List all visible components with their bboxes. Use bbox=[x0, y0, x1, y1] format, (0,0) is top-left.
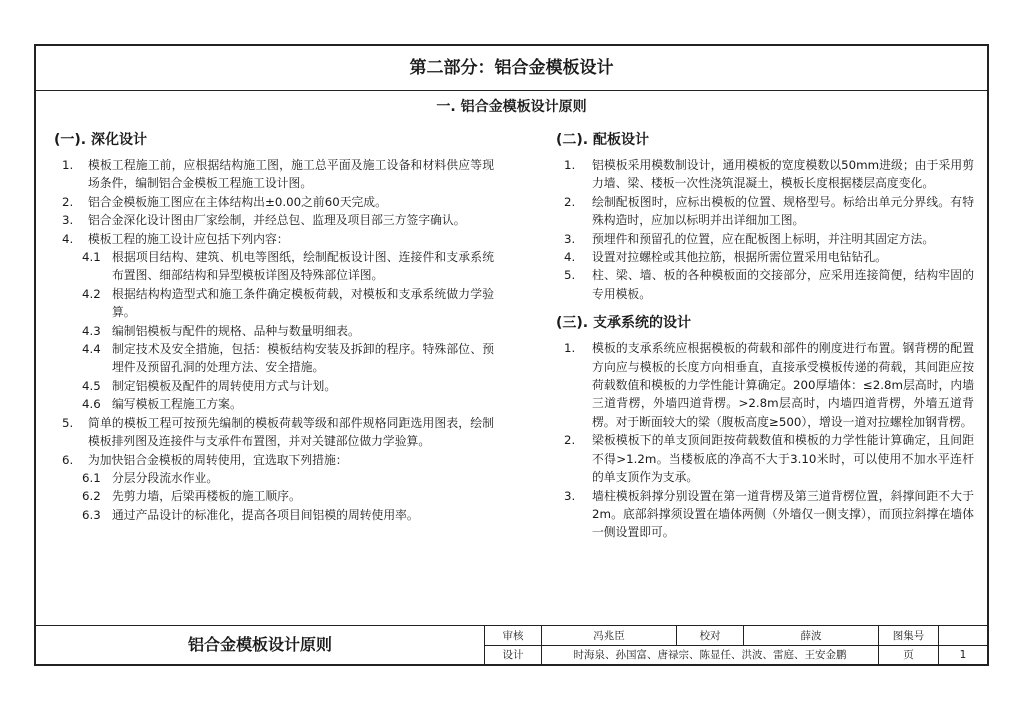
item-text: 根据结构构造型式和施工条件确定模板荷载，对模板和支承系统做力学验算。 bbox=[112, 286, 494, 320]
item-number: 4. bbox=[564, 250, 576, 265]
item-text: 编写模板工程施工方案。 bbox=[112, 397, 242, 412]
sub-list-item bbox=[54, 248, 494, 285]
check-name: 薛波 bbox=[744, 626, 879, 645]
list-item bbox=[556, 487, 974, 542]
item-number: 3. bbox=[564, 231, 576, 246]
item-text: 铝合金深化设计图由厂家绘制，并经总包、监理及项目部三方签字确认。 bbox=[88, 213, 466, 228]
sub-list-item bbox=[54, 322, 494, 340]
sub-list-item bbox=[54, 487, 494, 505]
item-number: 4.4 bbox=[82, 342, 101, 357]
design-label: 设计 bbox=[485, 645, 542, 664]
list-item bbox=[54, 156, 494, 193]
item-number: 3. bbox=[62, 213, 74, 228]
sub-list-item bbox=[54, 340, 494, 377]
item-number: 5. bbox=[564, 268, 576, 283]
list-item bbox=[556, 339, 974, 431]
item-text: 先剪力墙，后梁再楼板的施工顺序。 bbox=[112, 489, 301, 504]
review-label: 审核 bbox=[485, 626, 542, 645]
sub-list-item bbox=[54, 469, 494, 487]
list-item bbox=[54, 211, 494, 229]
item-text: 模板的支承系统应根据模板的荷载和部件的刚度进行布置。钢背楞的配置方向应与模板的长度方向相垂直，直接承受模板传递的荷载，其间距应按荷载数值和模板的力学性能计算确定。200厚墙体：≤2.8m层高时，内墙三道背楞，外墙四道背楞。>2.8m层高时，内墙四道背楞，外墙五道背楞。对于断面较大的梁（腹板高度≥500），增设一道对拉螺栓加钢背楞。 bbox=[592, 341, 974, 429]
item-text: 模板工程的施工设计应包括下列内容： bbox=[88, 231, 289, 246]
item-number: 6.1 bbox=[82, 470, 101, 485]
item-number: 2. bbox=[564, 433, 576, 448]
sub-list-item bbox=[54, 395, 494, 413]
item-text: 模板工程施工前，应根据结构施工图，施工总平面及施工设备和材料供应等现场条件，编制铝合金模板工程施工设计图。 bbox=[88, 158, 494, 191]
signature-table bbox=[484, 626, 987, 664]
footer-title: 铝合金模板设计原则 bbox=[36, 626, 485, 664]
drawing-no-value bbox=[939, 626, 988, 645]
drawing-frame bbox=[34, 44, 989, 666]
item-text: 墙柱模板斜撑分别设置在第一道背楞及第三道背楞位置，斜撑间距不大于2m。底部斜撑须设置在墙体两侧（外墙仅一侧支撑），而顶拉斜撑在墙体一侧设置即可。 bbox=[592, 488, 974, 540]
sub-list-item bbox=[54, 377, 494, 395]
check-label: 校对 bbox=[677, 626, 744, 645]
item-number: 4. bbox=[62, 231, 74, 246]
item-text: 简单的模板工程可按预先编制的模板荷载等级和部件规格同距选用图表，绘制模板排列图及连接件与支承件布置图，并对关键部位做力学验算。 bbox=[88, 415, 494, 449]
item-text: 柱、梁、墙、板的各种模板面的交接部分，应采用连接简便，结构牢固的专用模板。 bbox=[592, 268, 974, 301]
section-title-panel-layout: (二). 配板设计 bbox=[556, 132, 649, 148]
item-text: 分层分段流水作业。 bbox=[112, 470, 219, 485]
item-number: 6.2 bbox=[82, 489, 101, 504]
list-item bbox=[556, 230, 974, 248]
title-block bbox=[36, 625, 987, 664]
section-title-support-system: (三). 支承系统的设计 bbox=[556, 315, 691, 332]
list-item bbox=[54, 414, 494, 451]
page-number: 1 bbox=[939, 645, 988, 664]
item-number: 6.3 bbox=[82, 507, 101, 522]
item-number: 4.2 bbox=[82, 286, 101, 301]
list-item bbox=[54, 451, 494, 469]
item-text: 铝模板采用模数制设计，通用模板的宽度模数以50mm进级；由于采用剪力墙、梁、楼板一次性浇筑混凝土，模板长度根据楼层高度变化。 bbox=[592, 158, 974, 191]
right-column bbox=[556, 130, 974, 542]
list-item bbox=[556, 266, 974, 303]
section-heading: 一. 铝合金模板设计原则 bbox=[436, 99, 587, 115]
item-number: 4.6 bbox=[82, 397, 101, 412]
review-name: 冯兆臣 bbox=[542, 626, 677, 645]
section-title-detailing: (一). 深化设计 bbox=[54, 132, 147, 148]
left-column bbox=[54, 130, 494, 524]
item-text: 编制铝模板与配件的规格、品种与数量明细表。 bbox=[112, 323, 360, 338]
item-text: 为加快铝合金模板的周转使用，宜选取下列措施： bbox=[88, 452, 348, 467]
item-number: 5. bbox=[62, 415, 74, 430]
panel-layout-item-list bbox=[556, 156, 974, 303]
list-item bbox=[556, 248, 974, 266]
list-item bbox=[54, 230, 494, 248]
item-number: 2. bbox=[62, 194, 74, 209]
item-text: 根据项目结构、建筑、机电等图纸，绘制配板设计图、连接件和支承系统布置图、细部结构和异型模板详图及特殊部位详图。 bbox=[112, 250, 494, 283]
item-text: 绘制配板图时，应标出模板的位置、规格型号。标给出单元分界线。有特殊构造时，应加以标明并出详细加工图。 bbox=[592, 194, 974, 228]
item-text: 制定铝模板及配件的周转使用方式与计划。 bbox=[112, 378, 337, 393]
sub-list-item bbox=[54, 506, 494, 524]
item-number: 1. bbox=[564, 341, 576, 356]
list-item bbox=[54, 193, 494, 211]
item-text: 通过产品设计的标准化，提高各项目间铝模的周转使用率。 bbox=[112, 507, 419, 522]
item-number: 1. bbox=[62, 158, 74, 172]
left-item-list bbox=[54, 156, 494, 524]
item-number: 3. bbox=[564, 488, 576, 503]
item-text: 梁板模板下的单支顶间距按荷载数值和模板的力学性能计算确定，且间距不得>1.2m。当楼板底的净高不大于3.10米时，可以使用不加水平连杆的单支顶作为支承。 bbox=[592, 433, 974, 485]
sub-list-item bbox=[54, 285, 494, 322]
item-number: 4.3 bbox=[82, 323, 101, 338]
item-text: 制定技术及安全措施，包括：模板结构安装及拆卸的程序。特殊部位、预埋件及预留孔洞的处理方法、安全措施。 bbox=[112, 342, 494, 375]
support-system-item-list bbox=[556, 339, 974, 541]
item-number: 1. bbox=[564, 158, 576, 172]
list-item bbox=[556, 193, 974, 230]
item-text: 铝合金模板施工图应在主体结构出±0.00之前60天完成。 bbox=[88, 194, 387, 209]
item-number: 6. bbox=[62, 452, 74, 467]
item-number: 4.5 bbox=[82, 378, 101, 393]
design-names: 时海泉、孙国富、唐禄宗、陈显任、洪波、雷庭、王安金鹏 bbox=[542, 645, 879, 664]
list-item bbox=[556, 431, 974, 486]
list-item bbox=[556, 156, 974, 193]
drawing-no-label: 图集号 bbox=[879, 626, 939, 645]
page-label: 页 bbox=[879, 645, 939, 664]
item-number: 4.1 bbox=[82, 250, 101, 265]
item-number: 2. bbox=[564, 194, 576, 209]
item-text: 预埋件和预留孔的位置，应在配板图上标明，并注明其固定方法。 bbox=[592, 231, 935, 246]
item-text: 设置对拉螺栓或其他拉筋，根据所需位置采用电钻钻孔。 bbox=[592, 250, 887, 265]
page-title: 第二部分：铝合金模板设计 bbox=[36, 46, 987, 91]
